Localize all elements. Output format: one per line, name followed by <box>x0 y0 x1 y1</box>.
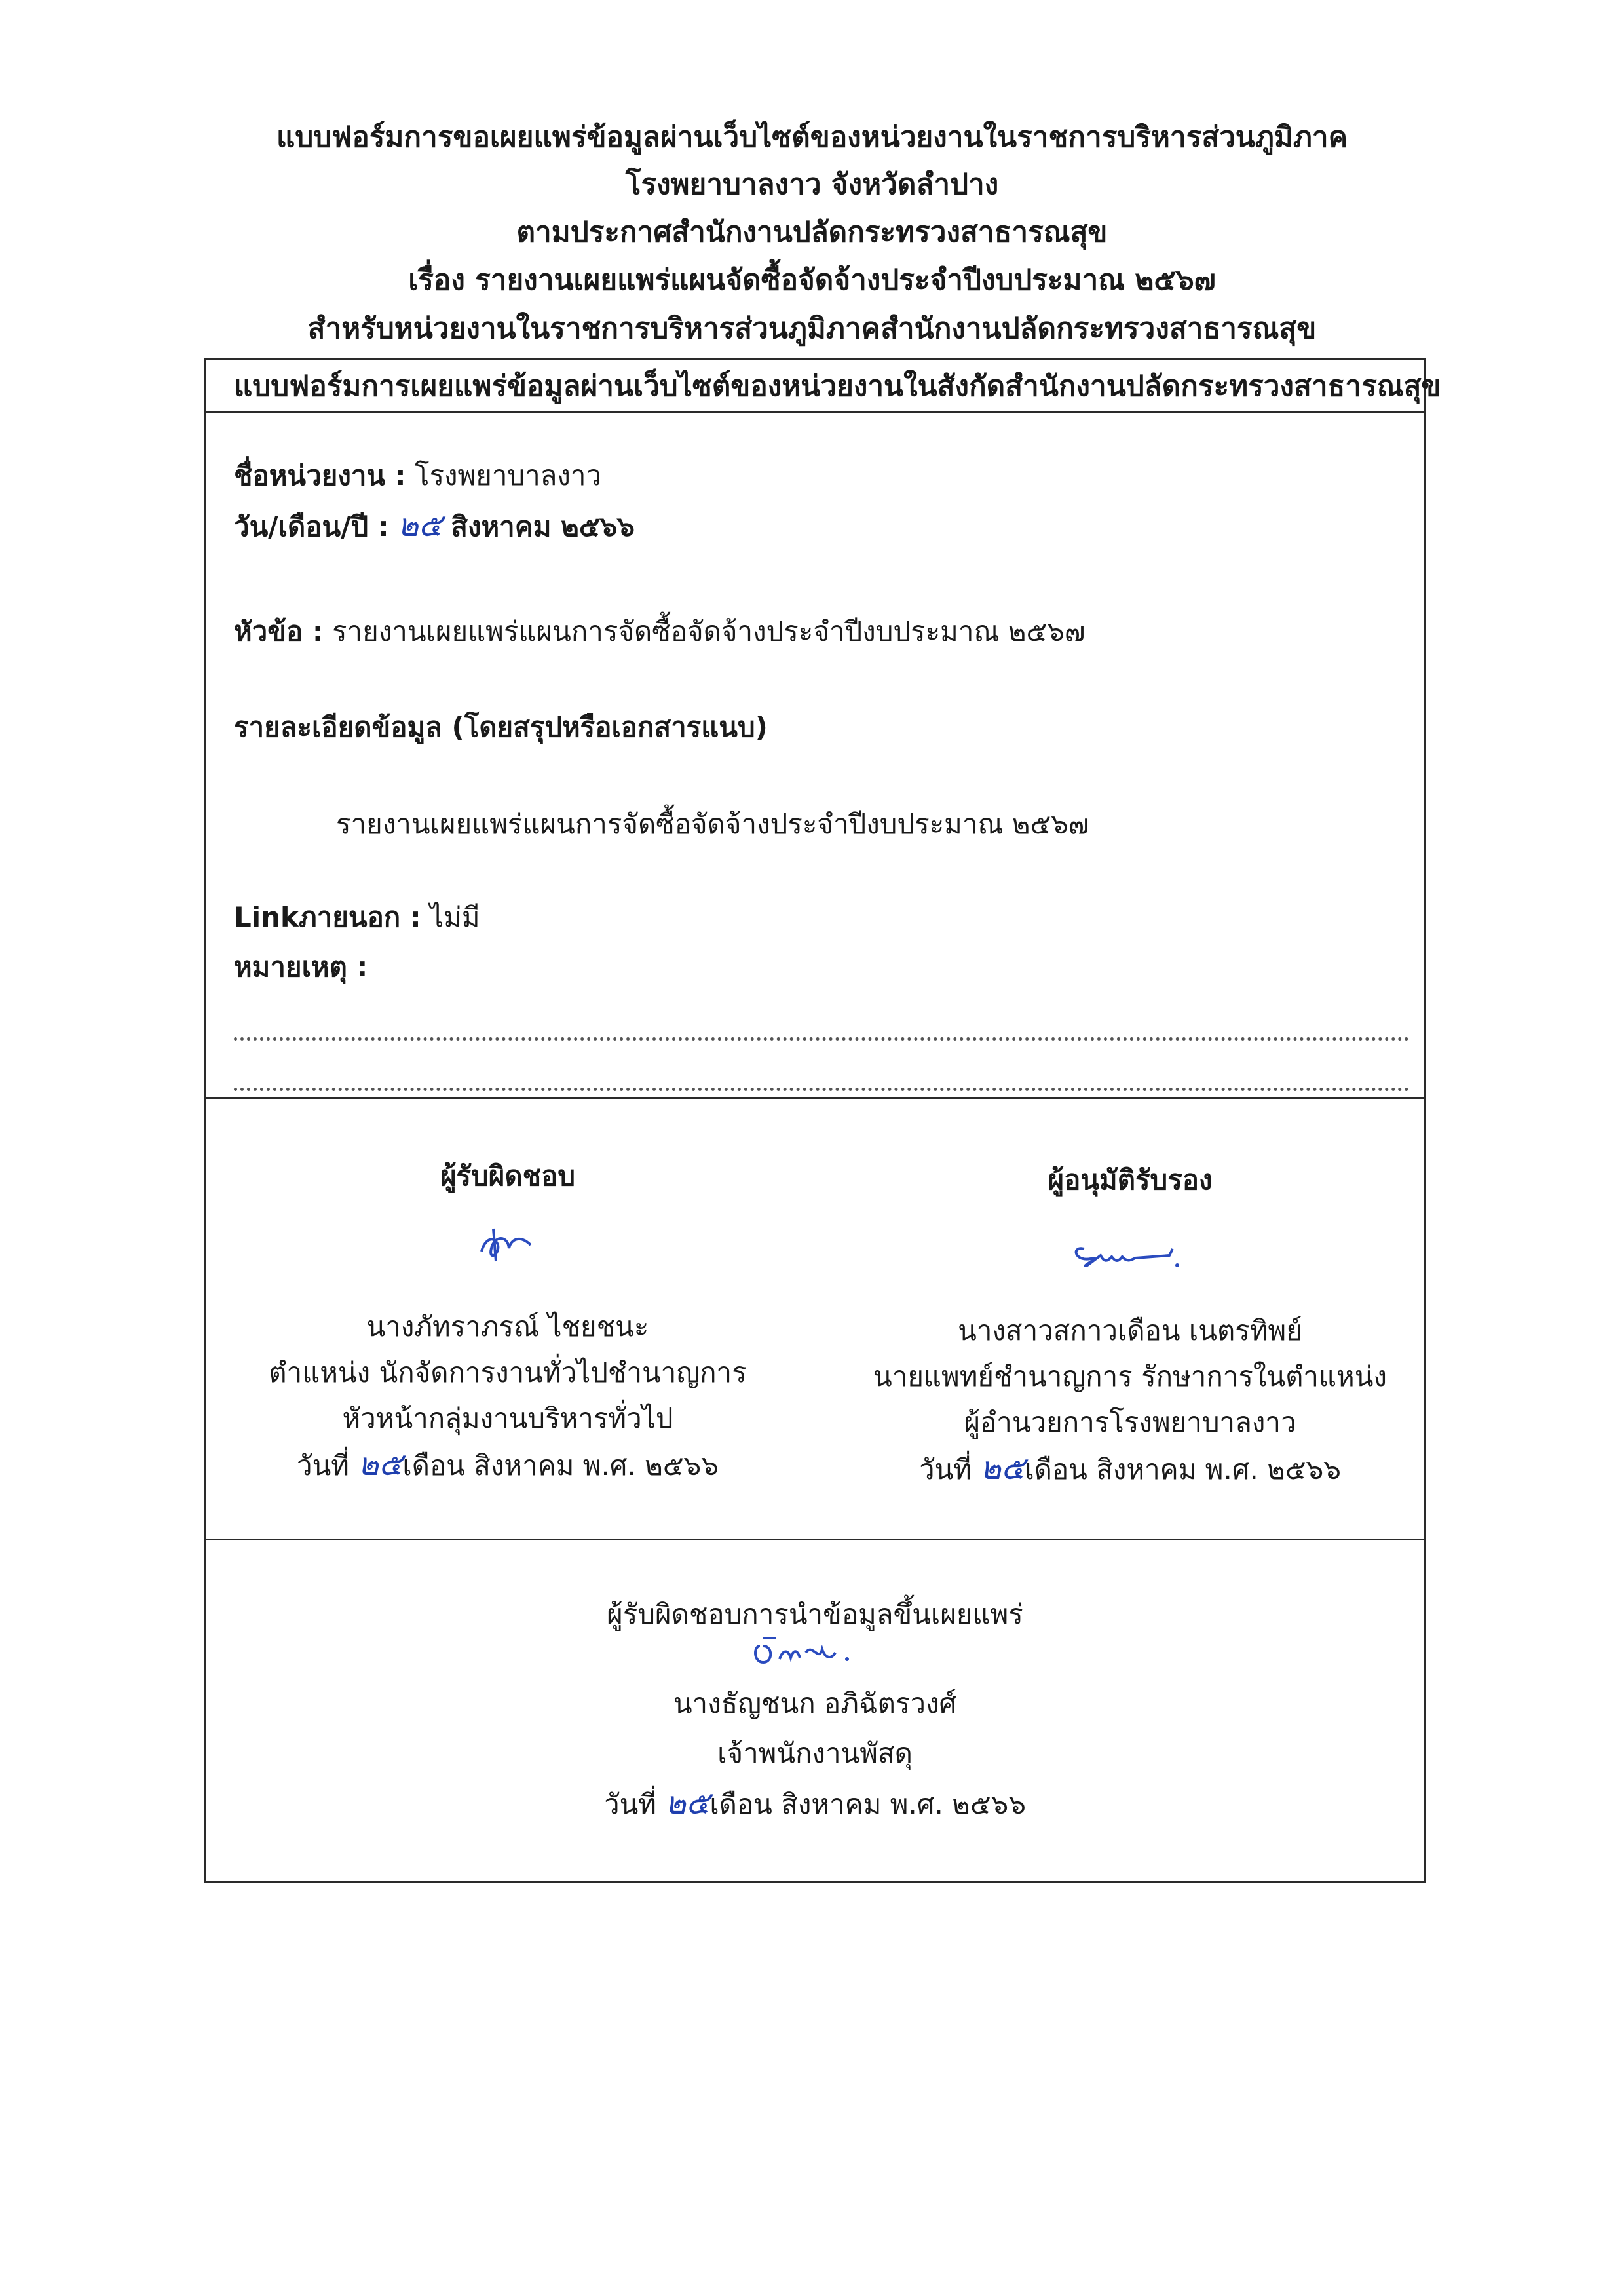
approver-date-day: ๒๕ <box>980 1450 1025 1487</box>
approver-role: ผู้อำนวยการโรงพยาบาลงาว <box>964 1406 1296 1438</box>
link-row <box>234 899 480 936</box>
header-line-3: ตามประกาศสำนักงานปลัดกระทรวงสาธารณสุข <box>516 216 1108 249</box>
responsible-group: หัวหน้ากลุ่มงานบริหารทั่วไป <box>342 1402 673 1434</box>
publisher-date-prefix: วันที่ <box>604 1788 656 1820</box>
responsible-date-rest: เดือน สิงหาคม พ.ศ. ๒๕๖๖ <box>402 1449 719 1482</box>
divider-title <box>206 411 1424 413</box>
note-dotted-line-2 <box>234 1088 1409 1091</box>
topic-row <box>234 613 1085 650</box>
date-day-handwritten: ๒๕ <box>397 507 442 544</box>
unit-row <box>234 457 601 494</box>
topic-label: หัวข้อ : <box>234 615 324 647</box>
signature-mark <box>1065 1229 1196 1282</box>
form-title: แบบฟอร์มการเผยแพร่ข้อมูลผ่านเว็บไซต์ของหน่วยงานในสังกัดสำนักงานปลัดกระทรวงสาธารณสุข <box>234 370 1441 403</box>
signature-mark <box>750 1633 881 1672</box>
date-label: วัน/เดือน/ปี : <box>234 510 389 543</box>
approver-date <box>848 1445 1412 1493</box>
link-value: ไม่มี <box>430 901 480 933</box>
detail-value: รายงานเผยแพร่แผนการจัดซื้อจัดจ้างประจำปีงบประมาณ ๒๕๖๗ <box>336 808 1089 840</box>
publisher-date <box>206 1778 1424 1829</box>
approver-date-rest: เดือน สิงหาคม พ.ศ. ๒๕๖๖ <box>1025 1453 1341 1485</box>
header-line-5: สำหรับหน่วยงานในราชการบริหารส่วนภูมิภาคสำนักงานปลัดกระทรวงสาธารณสุข <box>307 312 1317 345</box>
responsible-heading: ผู้รับผิดชอบ <box>440 1160 576 1192</box>
approver-block <box>848 1157 1412 1493</box>
unit-value: โรงพยาบาลงาว <box>414 459 602 491</box>
date-row <box>234 507 635 545</box>
note-label: หมายเหตุ : <box>234 951 368 983</box>
divider-signatures <box>206 1097 1424 1099</box>
publisher-position: เจ้าพนักงานพัสดุ <box>717 1737 913 1769</box>
approver-name: นางสาวสกาวเดือน เนตรทิพย์ <box>958 1314 1302 1347</box>
publisher-date-rest: เดือน สิงหาคม พ.ศ. ๒๕๖๖ <box>709 1788 1026 1820</box>
date-rest: สิงหาคม ๒๕๖๖ <box>451 510 635 543</box>
responsible-block <box>233 1153 783 1489</box>
header-line-2: โรงพยาบาลงาว จังหวัดลำปาง <box>625 168 999 201</box>
approver-position: นายแพทย์ชำนาญการ รักษาการในตำแหน่ง <box>873 1360 1387 1392</box>
link-label: Linkภายนอก : <box>234 901 421 933</box>
publisher-name: นางธัญชนก อภิฉัตรวงศ์ <box>673 1687 957 1719</box>
approver-heading: ผู้อนุมัติรับรอง <box>1048 1164 1213 1196</box>
note-dotted-line-1 <box>234 1037 1409 1041</box>
divider-publisher <box>206 1539 1424 1540</box>
publisher-date-day: ๒๕ <box>665 1785 710 1822</box>
signature-mark <box>468 1215 547 1274</box>
form-frame <box>204 358 1441 1883</box>
approver-date-prefix: วันที่ <box>919 1453 972 1485</box>
responsible-name: นางภัทราภรณ์ ไชยชนะ <box>366 1311 649 1343</box>
header-line-1: แบบฟอร์มการขอเผยแพร่ข้อมูลผ่านเว็บไซต์ของหน่วยงานในราชการบริหารส่วนภูมิภาค <box>276 121 1348 154</box>
approver-signature <box>848 1203 1412 1308</box>
responsible-signature <box>233 1199 783 1304</box>
publisher-signature <box>206 1639 1424 1679</box>
responsible-date-day: ๒๕ <box>358 1446 403 1483</box>
publisher-heading: ผู้รับผิดชอบการนำข้อมูลขึ้นเผยแพร่ <box>607 1598 1023 1630</box>
responsible-position: ตำแหน่ง นักจัดการงานทั่วไปชำนาญการ <box>269 1356 747 1388</box>
publisher-block <box>206 1590 1424 1829</box>
detail-label: รายละเอียดข้อมูล (โดยสรุปหรือเอกสารแนบ) <box>234 711 768 743</box>
topic-value: รายงานเผยแพร่แผนการจัดซื้อจัดจ้างประจำปีงบประมาณ ๒๕๖๗ <box>331 615 1086 647</box>
unit-label: ชื่อหน่วยงาน : <box>234 459 406 491</box>
responsible-date <box>233 1442 783 1489</box>
header-line-4: เรื่อง รายงานเผยแพร่แผนจัดซื้อจัดจ้างประจำปีงบประมาณ ๒๕๖๗ <box>408 263 1216 297</box>
responsible-date-prefix: วันที่ <box>297 1449 349 1482</box>
